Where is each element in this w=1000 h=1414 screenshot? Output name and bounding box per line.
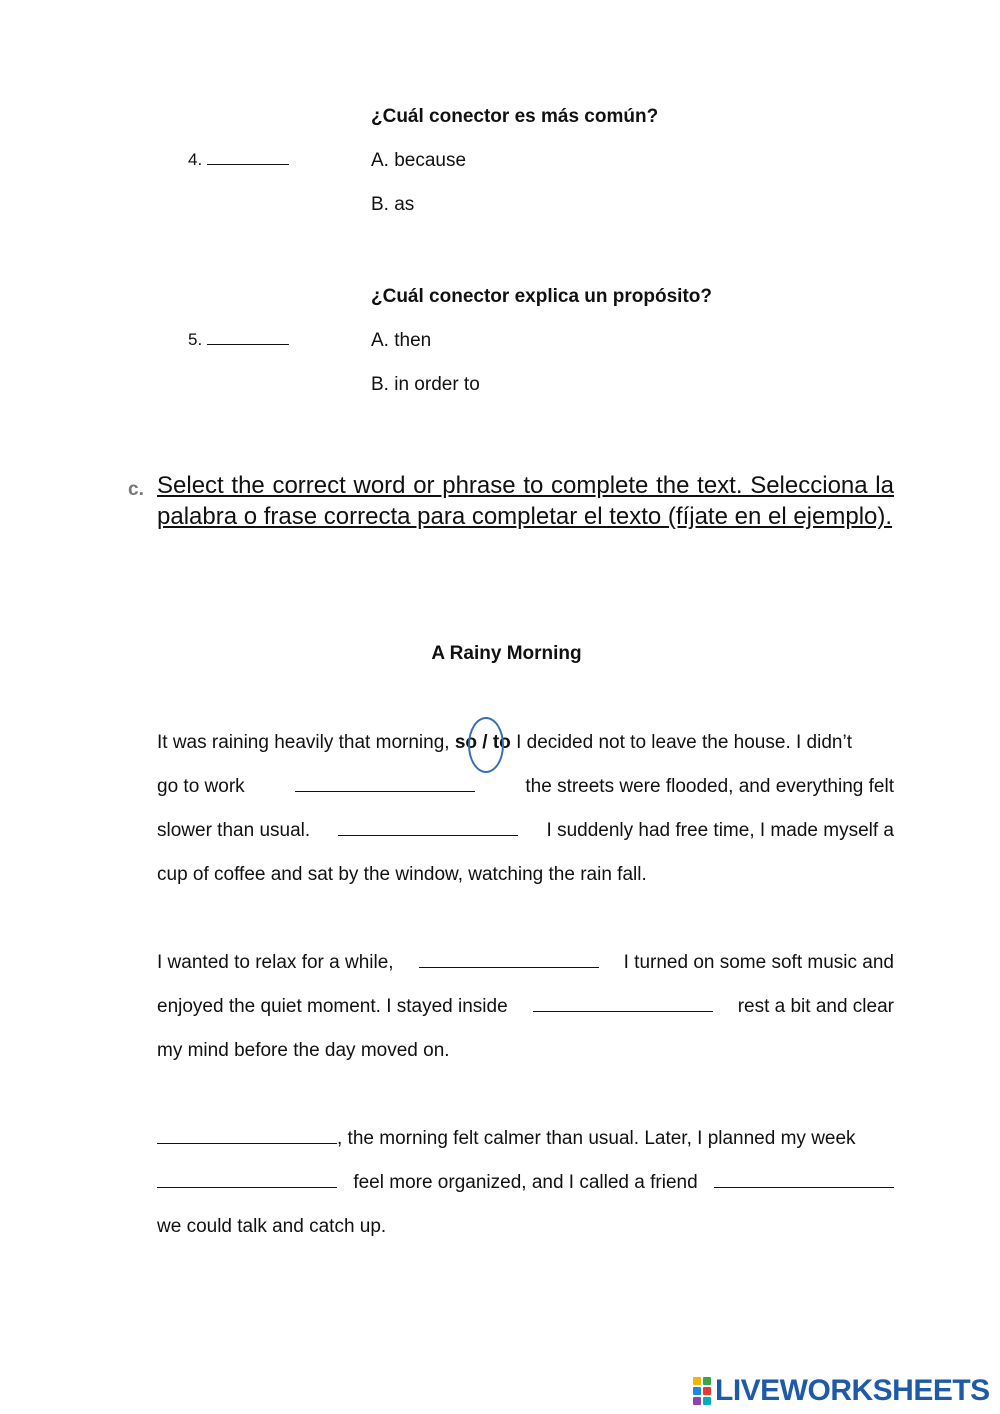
story-p2-line-1 — [157, 952, 894, 974]
question-5-number: 5. — [188, 330, 203, 349]
question-5-prompt: ¿Cuál conector explica un propósito? — [371, 286, 712, 307]
story-p3-line-2 — [157, 1172, 894, 1194]
gap-6[interactable] — [157, 1186, 337, 1188]
question-4-option-a: A. because — [371, 150, 467, 171]
question-5-answer[interactable] — [188, 330, 289, 350]
gap-4[interactable] — [533, 1010, 713, 1012]
story-text: I turned on some soft music and — [623, 952, 894, 973]
story-p1-line-1 — [157, 732, 894, 754]
question-4-prompt: ¿Cuál conector es más común? — [371, 106, 659, 127]
story-text: we could talk and catch up. — [157, 1216, 387, 1237]
gap-5[interactable] — [157, 1142, 337, 1144]
question-4-blank[interactable] — [207, 163, 289, 165]
story-p3-line-3 — [157, 1216, 894, 1238]
question-4-answer[interactable] — [188, 150, 289, 170]
story-text: slower than usual. — [157, 820, 311, 841]
question-5-option-b: B. in order to — [371, 374, 480, 395]
example-choice-to: to — [492, 732, 511, 753]
gap-3[interactable] — [419, 966, 599, 968]
example-choice-so: so — [454, 732, 478, 753]
story-text: my mind before the day moved on. — [157, 1040, 450, 1061]
example-answer-circle — [468, 717, 504, 773]
gap-7[interactable] — [714, 1186, 894, 1188]
story-p1-line-2 — [157, 776, 894, 798]
story-text: enjoyed the quiet moment. I stayed inside — [157, 996, 508, 1017]
story-p2-line-2 — [157, 996, 894, 1018]
story-p1-line-4 — [157, 864, 894, 886]
section-c-instruction: Select the correct word or phrase to complete the text. Selecciona la palabra o frase correcta para completar el texto (fíjate en el ejemplo). — [157, 472, 894, 530]
story-text: I wanted to relax for a while, — [157, 952, 394, 973]
story-text: I suddenly had free time, I made myself a — [546, 820, 894, 841]
question-4-option-b: B. as — [371, 194, 415, 215]
liveworksheets-logo — [693, 1374, 990, 1408]
gap-1[interactable] — [295, 790, 475, 792]
story-text: the streets were flooded, and everything felt — [525, 776, 894, 797]
story-text: cup of coffee and sat by the window, watching the rain fall. — [157, 864, 647, 885]
story-p2-line-3 — [157, 1040, 894, 1062]
story-text: I decided not to leave the house. I didn’t — [516, 732, 852, 753]
story-p3-line-1 — [157, 1128, 894, 1150]
story-text: go to work — [157, 776, 245, 797]
logo-blocks-icon — [693, 1377, 711, 1405]
story-p1-line-3 — [157, 820, 894, 842]
section-c-letter: c. — [128, 479, 144, 500]
story-text: rest a bit and clear — [737, 996, 894, 1017]
question-5-option-a: A. then — [371, 330, 432, 351]
story-text: It was raining heavily that morning, — [157, 732, 450, 753]
story-text: , the morning felt calmer than usual. Later, I planned my week — [337, 1128, 856, 1149]
question-4-number: 4. — [188, 150, 203, 169]
example-separator: / — [482, 732, 488, 753]
gap-2[interactable] — [338, 834, 518, 836]
logo-text: LIVEWORKSHEETS — [715, 1374, 990, 1407]
story-title: A Rainy Morning — [431, 643, 582, 664]
story-text: feel more organized, and I called a friend — [353, 1172, 698, 1193]
question-5-blank[interactable] — [207, 343, 289, 345]
